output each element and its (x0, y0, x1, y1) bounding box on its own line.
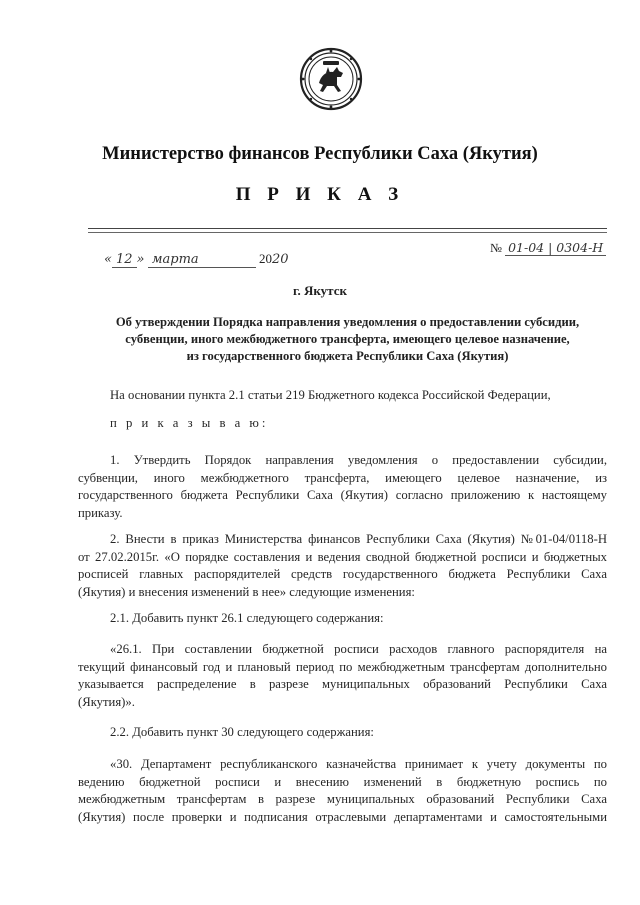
text-line: (Якутия) после проверки и подписания отраслевыми департаментами и самостоятельными (78, 809, 607, 824)
text-line: текущий финансовый год и плановый период по межбюджетным трансфертам дополнительно (78, 659, 607, 674)
date-day: 12 (112, 252, 137, 268)
text-line: «30. Департамент республиканского казначейства принимает к учету документы по (110, 757, 607, 771)
title-line: субвенции, иного межбюджетного трансферта, имеющего целевое назначение, (125, 332, 570, 346)
title-line: Об утверждении Порядка направления уведомления о предоставлении субсидии, (115, 315, 580, 329)
text-line: от 27.02.2015г. «О порядке составления и ведения сводной бюджетной росписи и бюджетных (78, 549, 607, 564)
title-line: из государственного бюджета Республики Саха (Якутия) (186, 349, 509, 363)
text-line: государственного бюджета Республики Саха (Якутия) согласно приложению к настоящему (78, 488, 607, 503)
header-divider-thin (88, 232, 607, 233)
paragraph-30 (78, 756, 607, 826)
number-value: 01-04 | 0304-Н (505, 240, 606, 256)
ministry-name: Министерство финансов Республики Саха (Якутия) (102, 144, 538, 164)
coat-of-arms-emblem (299, 47, 363, 111)
text-line: приказу. (78, 505, 123, 520)
text-line: межбюджетным трансфертам в разрезе муниципальных образований Республики Саха (78, 792, 607, 807)
paragraph-2 (78, 531, 607, 601)
basis-paragraph: На основании пункта 2.1 статьи 219 Бюджетного кодекса Российской Федерации, (110, 388, 551, 402)
text-line: указывается распределение в разрезе муниципальных образований Республики Саха (78, 677, 607, 692)
text-line: росписей главных распорядителей средств государственного бюджета Республики Саха (78, 567, 607, 582)
order-title (88, 314, 607, 365)
city: г. Якутск (293, 283, 347, 298)
paragraph-1 (78, 452, 607, 522)
text-line: «26.1. При составлении бюджетной росписи расходов главного распорядителя на (110, 642, 607, 656)
date-year-prefix: 20 (258, 251, 272, 266)
order-verb: п р и к а з ы в а ю: (110, 416, 269, 430)
order-number (490, 240, 606, 256)
text-line: ведению бюджетной росписи и внесению изменений в бюджетную роспись по (78, 774, 607, 789)
text-line: субвенции, иного межбюджетного трансферта, имеющего целевое назначение, из (78, 470, 607, 485)
order-date: « 12 » марта 2020 (104, 251, 289, 267)
document-type: П Р И К А З (235, 184, 405, 205)
paragraph-26-1 (78, 641, 607, 711)
text-line: (Якутия)». (78, 694, 135, 709)
paragraph-2-2: 2.2. Добавить пункт 30 следующего содержания: (110, 725, 374, 739)
date-month: марта (148, 252, 256, 268)
text-line: (Якутия) и внесения изменений в нее» следующие изменения: (78, 584, 415, 599)
number-sign: № (490, 241, 502, 255)
paragraph-2-1: 2.1. Добавить пункт 26.1 следующего содержания: (110, 611, 384, 625)
header-divider (88, 228, 607, 229)
sakha-coat-of-arms-icon (299, 47, 363, 111)
text-line: 1. Утвердить Порядок направления уведомления о предоставлении субсидии, (110, 453, 607, 467)
text-line: 2. Внести в приказ Министерства финансов Республики Саха (Якутия) №01-04/0118-Н (110, 532, 607, 546)
date-year-suffix: 20 (271, 252, 289, 267)
